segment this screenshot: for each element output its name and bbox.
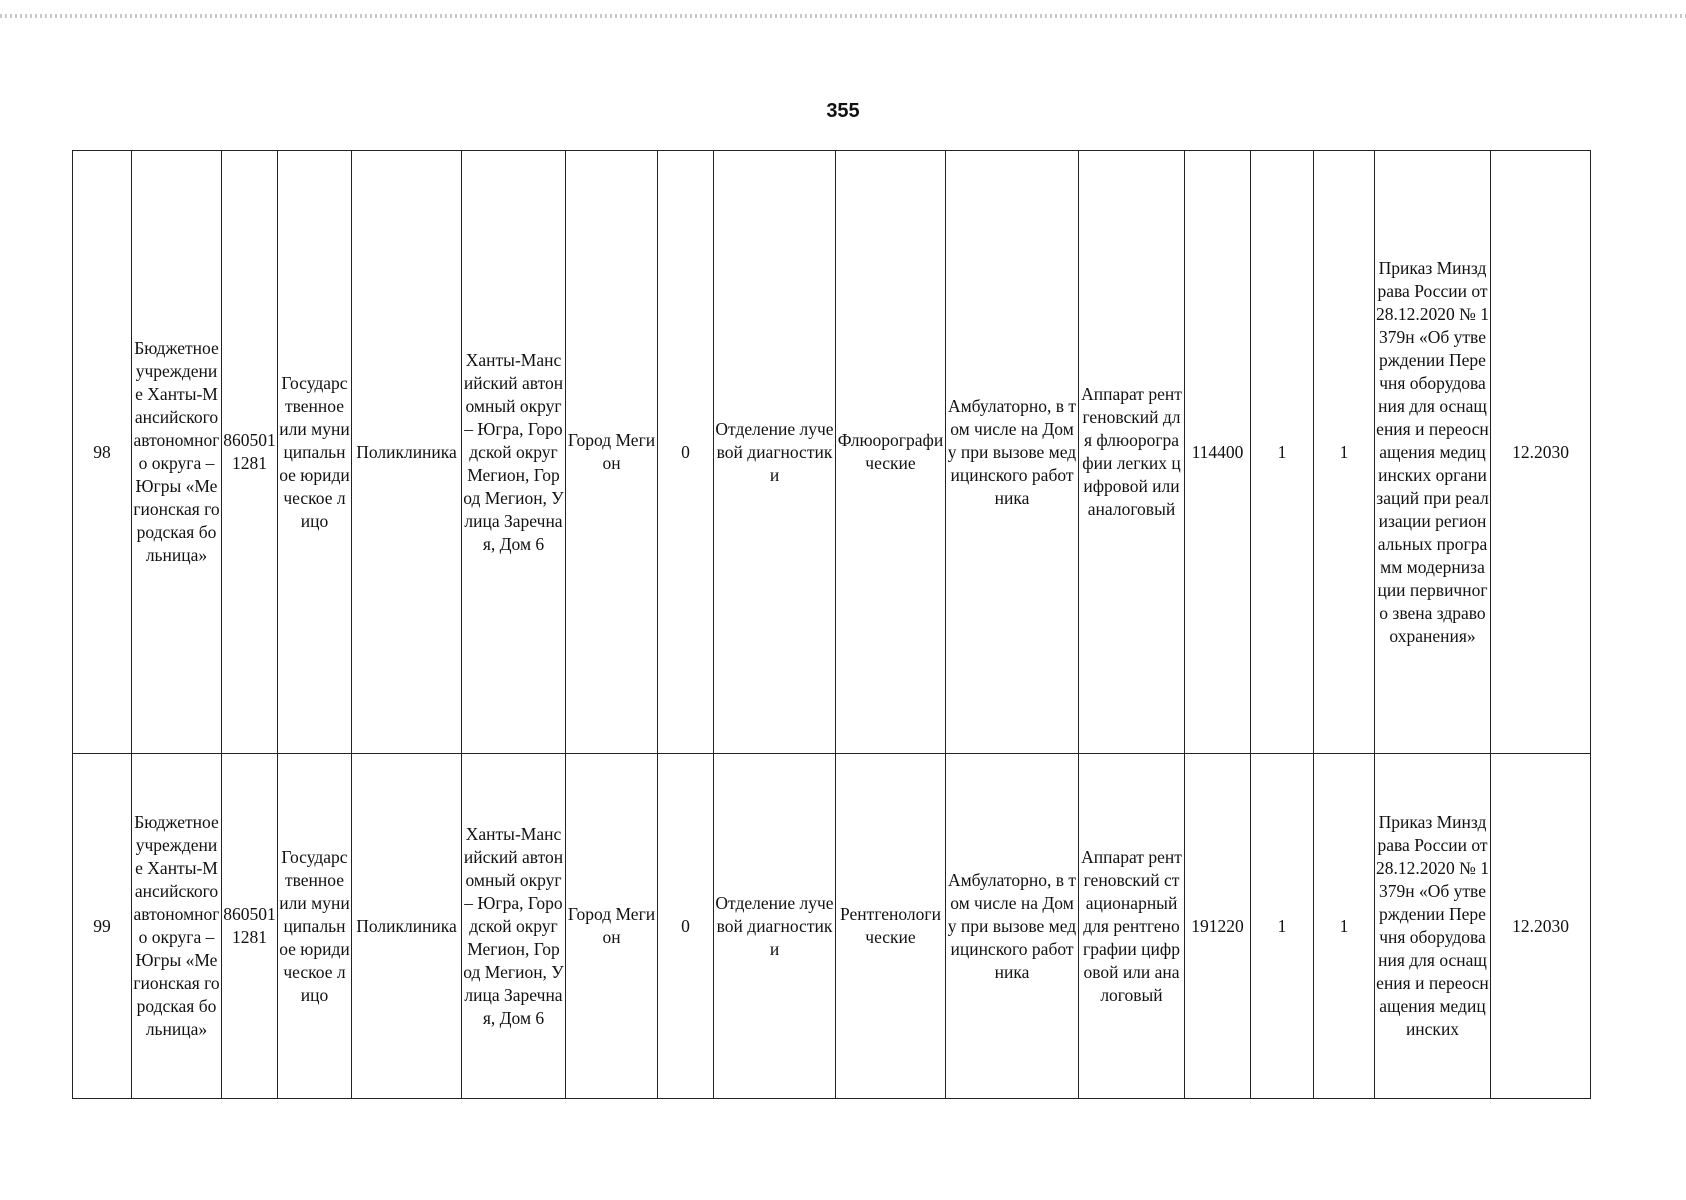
legal-basis: Приказ Минздрава России от 28.12.2020 № 1379н «Об утверждении Перечня оборудования для оснащения и переоснащения медицинских организаций при реализации региональных программ модернизации первичного звена здравоохранения» — [1375, 151, 1491, 754]
organization-type: Государственное или муниципальное юридическое лицо — [278, 151, 352, 754]
organization-name: Бюджетное учреждение Ханты-Мансийского автономного округа – Югры «Мегионская городская больница» — [132, 754, 222, 1099]
address: Ханты-Мансийский автономный округ – Югра, Городской округ Мегион, Город Мегион, Улица Заречная, Дом 6 — [462, 151, 566, 754]
care-conditions: Амбулаторно, в том числе на Дому при вызове медицинского работника — [946, 151, 1079, 754]
quantity-2: 1 — [1314, 754, 1375, 1099]
study-type: Флюорографические — [836, 151, 946, 754]
equipment-code: 191220 — [1185, 754, 1251, 1099]
scan-edge — [0, 14, 1686, 18]
deadline-date: 12.2030 — [1491, 151, 1591, 754]
address: Ханты-Мансийский автономный округ – Югра, Городской округ Мегион, Город Мегион, Улица Заречная, Дом 6 — [462, 754, 566, 1099]
organization-type: Государственное или муниципальное юридическое лицо — [278, 754, 352, 1099]
department: Отделение лучевой диагностики — [714, 754, 836, 1099]
locality: Город Мегион — [566, 151, 658, 754]
table-row — [73, 754, 1591, 1099]
inn-code: 8605011281 — [222, 151, 278, 754]
legal-basis: Приказ Минздрава России от 28.12.2020 № 1379н «Об утверждении Перечня оборудования для оснащения и переоснащения медицинских — [1375, 754, 1491, 1099]
quantity-1: 1 — [1251, 754, 1314, 1099]
quantity-1: 1 — [1251, 151, 1314, 754]
zero-value: 0 — [658, 754, 714, 1099]
equipment-name: Аппарат рентгеновский стационарный для рентгенографии цифровой или аналоговый — [1079, 754, 1185, 1099]
equipment-code: 114400 — [1185, 151, 1251, 754]
registry-table — [72, 150, 1591, 1099]
equipment-name: Аппарат рентгеновский для флюорографии легких цифровой или аналоговый — [1079, 151, 1185, 754]
quantity-2: 1 — [1314, 151, 1375, 754]
table-row — [73, 151, 1591, 754]
organization-name: Бюджетное учреждение Ханты-Мансийского автономного округа – Югры «Мегионская городская больница» — [132, 151, 222, 754]
care-conditions: Амбулаторно, в том числе на Дому при вызове медицинского работника — [946, 754, 1079, 1099]
deadline-date: 12.2030 — [1491, 754, 1591, 1099]
department: Отделение лучевой диагностики — [714, 151, 836, 754]
study-type: Рентгенологические — [836, 754, 946, 1099]
zero-value: 0 — [658, 151, 714, 754]
unit-name: Поликлиника — [352, 754, 462, 1099]
row-number: 98 — [73, 151, 132, 754]
locality: Город Мегион — [566, 754, 658, 1099]
inn-code: 8605011281 — [222, 754, 278, 1099]
page-number: 355 — [826, 100, 860, 122]
row-number: 99 — [73, 754, 132, 1099]
unit-name: Поликлиника — [352, 151, 462, 754]
